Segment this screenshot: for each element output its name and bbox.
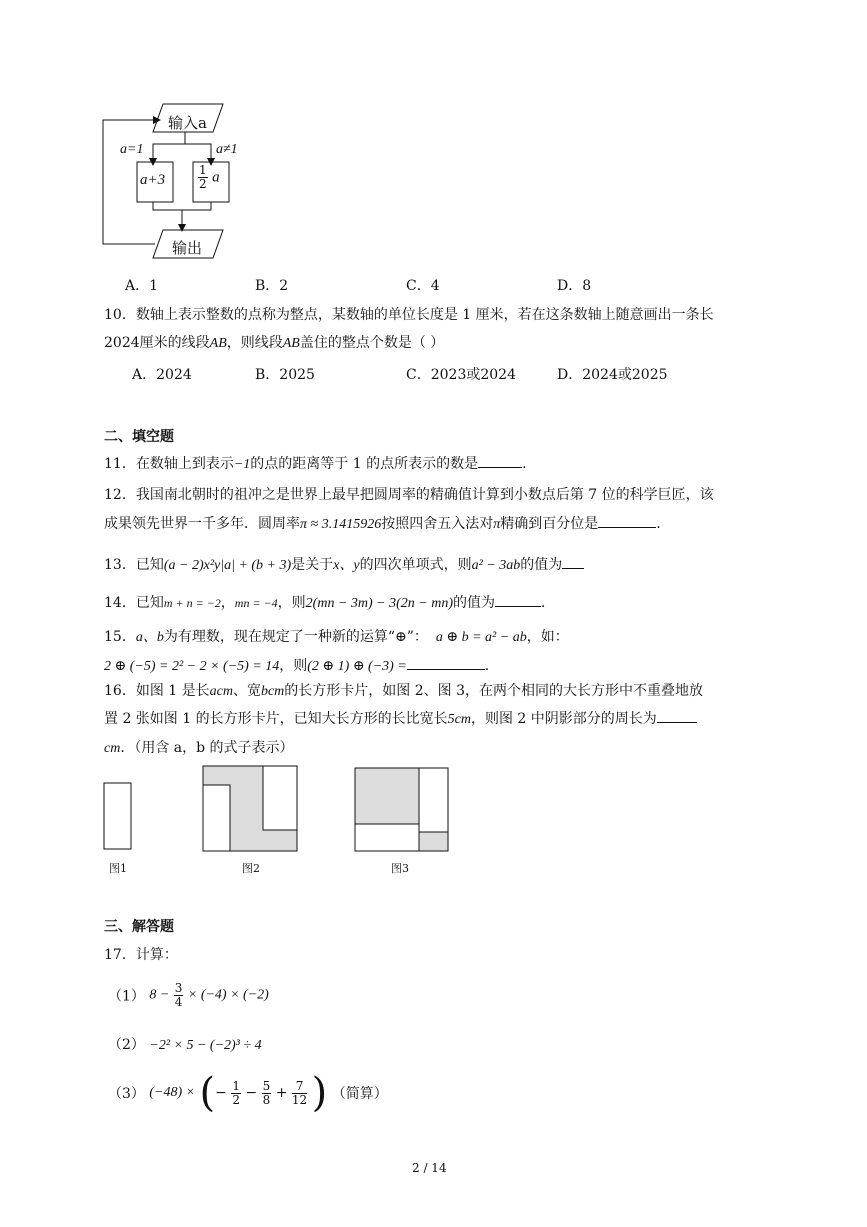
q10-line1: 10．数轴上表示整数的点称为整点，某数轴的单位长度是 1 厘米，若在这条数轴上随意画出一条长 <box>104 307 714 323</box>
q12-line2: 成果领先世界一千多年．圆周率π ≈ 3.1415926按照四舍五入法对π精确到百分位是 . <box>104 513 661 533</box>
flowchart-branch-left: a=1 <box>120 142 144 157</box>
q16-figure-1 <box>103 782 133 850</box>
q15-line2: 2 ⊕ (−5) = 2² − 2 × (−5) = 14，则(2 ⊕ 1) ⊕ (−3) = . <box>104 655 489 675</box>
page-number: 2 / 14 <box>412 1161 447 1175</box>
flowchart-branch-right: a≠1 <box>216 142 238 157</box>
q14: 14．已知m + n = −2，mn = −4，则2(mn − 3m) − 3(2n − mn)的值为 . <box>104 592 545 612</box>
q17-part2: （2） −2² × 5 − (−2)³ ÷ 4 <box>108 1037 262 1053</box>
q16-figure-2-caption: 图2 <box>242 862 260 875</box>
q16-figure-3-caption: 图3 <box>391 862 409 875</box>
flowchart-input-label: 输入a <box>168 114 207 132</box>
q17-part1: （1） 8 − $\frac{3}{4}$ × (−4) × (−2) <box>108 981 269 1009</box>
q10-option-b: B．2025 <box>255 367 315 383</box>
flowchart-right-box-label: $\frac{1}{2}$ a <box>199 163 220 191</box>
q16-line1: 16．如图 1 是长acm、宽bcm的长方形卡片，如图 2、图 3，在两个相同的大长方形中不重叠地放 <box>104 683 703 699</box>
q9-option-a: A．1 <box>125 278 159 294</box>
section2-title: 二、填空题 <box>104 429 174 445</box>
q10-line2: 2024厘米的线段AB，则线段AB盖住的整点个数是（ ） <box>104 335 445 351</box>
flowchart-output-label: 输出 <box>172 239 203 257</box>
flowchart-left-box-label: a+3 <box>140 172 166 188</box>
q15-line1: 15．a、b为有理数，现在规定了一种新的运算“⊕”： a ⊕ b = a² − ab，如： <box>104 629 569 645</box>
q17-part3: （3） (−48) × (− $\frac{1}{2}$ − $\frac{5}{8}$ + $\frac{7}{12}$ ) （简算） <box>108 1070 388 1116</box>
q9-option-d: D．8 <box>557 278 592 294</box>
q17-title: 17．计算： <box>104 947 178 963</box>
q13: 13．已知(a − 2)x²y|a| + (b + 3)是关于x、y的四次单项式，则a² − 3ab的值为 <box>104 554 584 574</box>
q10-option-c: C．2023或2024 <box>406 367 516 383</box>
q16-line3: cm．（用含 a，b 的式子表示） <box>104 740 294 756</box>
section3-title: 三、解答题 <box>104 919 174 935</box>
q9-option-c: C．4 <box>406 278 440 294</box>
q16-figure-3 <box>354 767 450 853</box>
q16-figure-1-caption: 图1 <box>109 862 127 875</box>
q10-option-a: A．2024 <box>132 367 192 383</box>
q12-line1: 12．我国南北朝时的祖冲之是世界上最早把圆周率的精确值计算到小数点后第 7 位的科学巨匠，该 <box>104 487 714 503</box>
q9-option-b: B．2 <box>255 278 289 294</box>
q11: 11．在数轴上到表示−1的点的距离等于 1 的点所表示的数是 . <box>104 453 527 473</box>
q10-option-d: D．2024或2025 <box>557 367 668 383</box>
q16-line2: 置 2 张如图 1 的长方形卡片，已知大长方形的长比宽长5cm，则图 2 中阴影部分的周长为 <box>104 708 697 728</box>
q16-figure-2 <box>202 765 298 853</box>
